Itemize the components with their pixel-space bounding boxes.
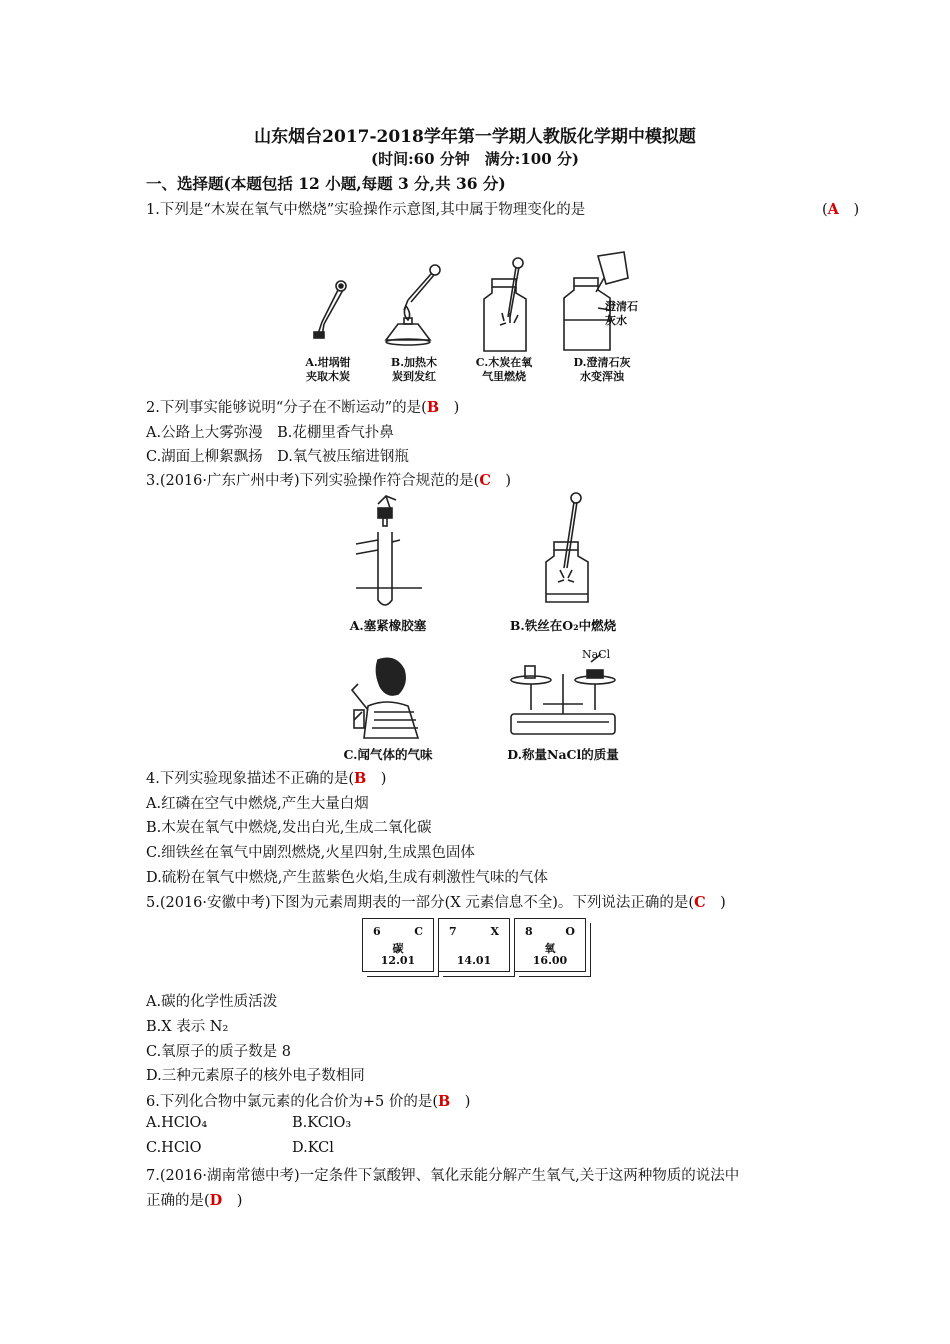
q3-caption-d: D.称量NaCl的质量 (507, 747, 619, 762)
question-6-option-c: C.HClO (146, 1140, 202, 1156)
q3-caption-b: B.铁丝在O₂中燃烧 (509, 618, 617, 633)
question-5-option-a: A.碳的化学性质活泼 (146, 994, 278, 1010)
question-2-options-ab: A.公路上大雾弥漫 B.花棚里香气扑鼻 (146, 425, 394, 441)
q1-caption-c: C.木炭在氧 气里燃烧 (475, 356, 533, 383)
question-6-option-b: B.KClO₃ (292, 1115, 352, 1131)
nacl-label: NaCl (582, 648, 611, 661)
question-4-option-a: A.红磷在空气中燃烧,产生大量白烟 (146, 796, 369, 812)
element-tile-carbon: 6 C 碳 12.01 (362, 918, 434, 972)
test-tube-stopper-figure (350, 492, 430, 612)
element-tile-x: 7 X 14.01 (438, 918, 510, 972)
question-4: 4.下列实验现象描述不正确的是(B ) (146, 770, 387, 787)
element-tile-oxygen: 8 O 氧 16.00 (514, 918, 586, 972)
limewater-label: 澄清石 灰水 (605, 300, 638, 327)
question-7-continued: 正确的是(D ) (146, 1192, 243, 1209)
q1-caption-b: B.加热木 炭到发红 (390, 356, 438, 383)
question-2-options-cd: C.湖面上柳絮飘扬 D.氧气被压缩进钢瓶 (146, 449, 409, 465)
iron-wire-in-oxygen-figure (528, 490, 608, 610)
question-5-option-b: B.X 表示 N₂ (146, 1019, 229, 1035)
section-heading: 一、选择题(本题包括 12 小题,每题 3 分,共 36 分) (146, 174, 506, 193)
question-7: 7.(2016·湖南常德中考)一定条件下氯酸钾、氧化汞能分解产生氧气,关于这两种物质的说法中 (146, 1168, 740, 1184)
question-6-option-a: A.HClO₄ (146, 1115, 208, 1131)
question-1: 1.下列是“木炭在氧气中燃烧”实验操作示意图,其中属于物理变化的是 (146, 202, 586, 218)
question-4-option-b: B.木炭在氧气中燃烧,发出白光,生成二氧化碳 (146, 820, 432, 836)
question-6-option-d: D.KCl (292, 1140, 334, 1156)
question-4-option-c: C.细铁丝在氧气中剧烈燃烧,火星四射,生成黑色固体 (146, 845, 475, 861)
q1-caption-d: D.澄清石灰 水变浑浊 (573, 356, 631, 383)
page-title: 山东烟台2017-2018学年第一学期人教版化学期中模拟题 (254, 127, 696, 147)
q3-caption-c: C.闻气体的气味 (343, 747, 433, 762)
question-4-option-d: D.硫粉在氧气中燃烧,产生蓝紫色火焰,生成有刺激性气味的气体 (146, 870, 548, 886)
page-subtitle: (时间:60 分钟 满分:100 分) (371, 150, 579, 168)
question-5-option-c: C.氧原子的质子数是 8 (146, 1044, 292, 1060)
question-5: 5.(2016·安徽中考)下图为元素周期表的一部分(X 元素信息不全)。下列说法正确的是(C ) (146, 894, 726, 911)
question-3: 3.(2016·广东广州中考)下列实验操作符合规范的是(C ) (146, 472, 512, 489)
q3-caption-a: A.塞紧橡胶塞 (349, 618, 427, 633)
crucible-tongs-figure (300, 270, 360, 350)
question-1-answer: (A ) (822, 201, 860, 218)
question-2: 2.下列事实能够说明“分子在不断运动”的是(B ) (146, 399, 460, 416)
q1-caption-a: A.坩埚钳 夹取木炭 (305, 356, 351, 383)
charcoal-in-oxygen-figure (470, 255, 540, 355)
balance-scale-figure (503, 648, 623, 740)
alcohol-lamp-figure (378, 262, 448, 352)
question-6: 6.下列化合物中氯元素的化合价为+5 价的是(B ) (146, 1093, 471, 1110)
question-5-option-d: D.三种元素原子的核外电子数相同 (146, 1068, 365, 1084)
smelling-gas-figure (338, 650, 433, 740)
